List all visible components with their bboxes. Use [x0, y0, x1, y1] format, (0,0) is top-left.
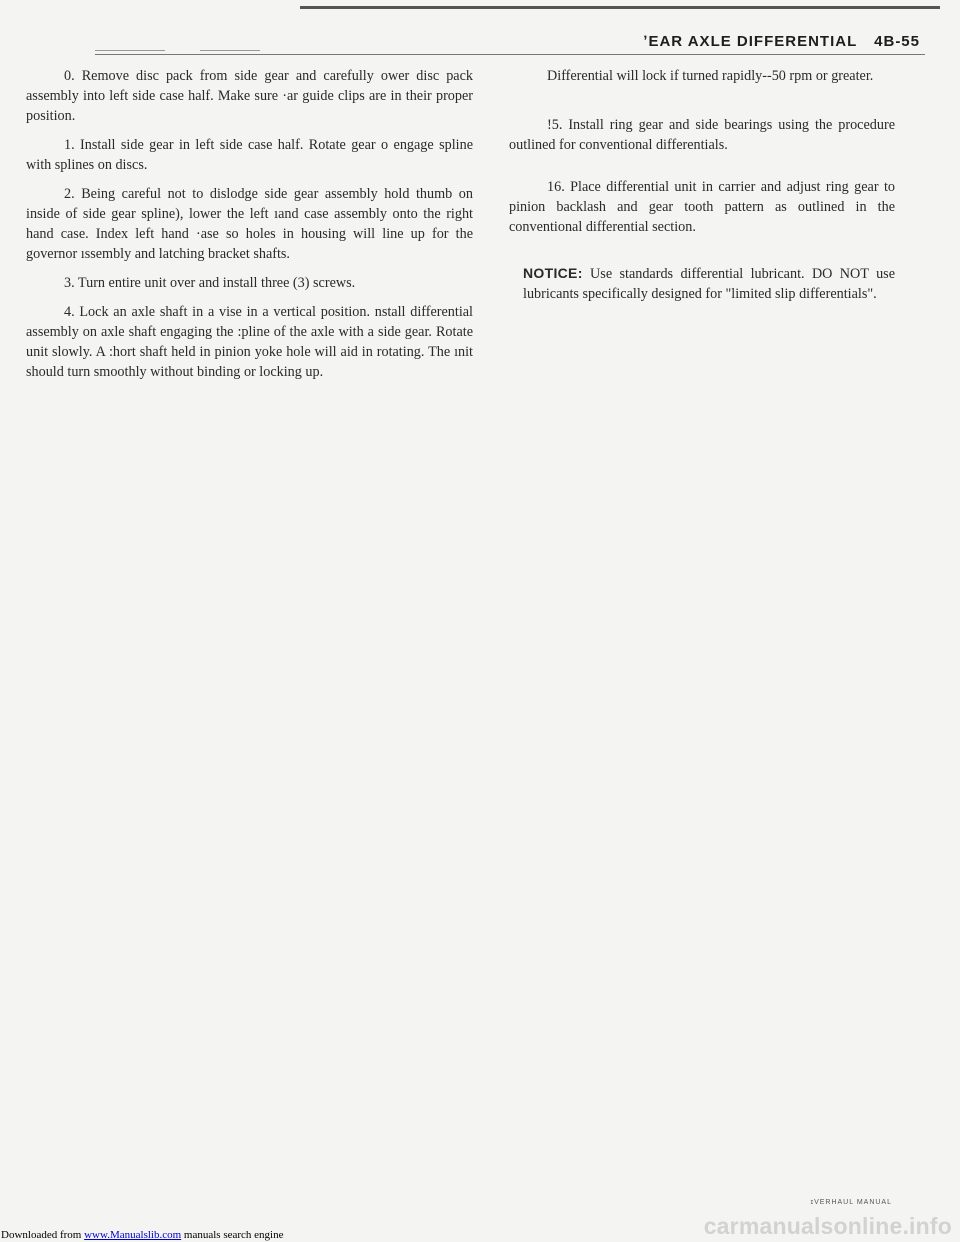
step-paragraph: 1. Install side gear in left side case half. Rotate gear o engage spline with splines on discs.: [26, 137, 473, 173]
left-column: [26, 66, 473, 391]
running-header: [643, 33, 920, 50]
header-dash: [95, 50, 165, 51]
header-rule: [95, 54, 925, 55]
section-title: ʼEAR AXLE DIFFERENTIAL: [643, 33, 857, 50]
watermark: carmanualsonline.info: [703, 1213, 952, 1239]
notice-label: NOTICE:: [523, 265, 583, 281]
manualslib-link[interactable]: www.Manualslib.com: [84, 1229, 182, 1241]
download-suffix: manuals search engine: [183, 1229, 284, 1241]
step-paragraph: Differential will lock if turned rapidly--50 rpm or greater.: [547, 68, 874, 84]
notice-text: Use standards differential lubricant. DO NOT use lubricants specifically designed for "limited slip differentials".: [523, 266, 895, 302]
notice-block: [509, 263, 895, 304]
step-paragraph: 16. Place differential unit in carrier and adjust ring gear to pinion backlash and gear tooth pattern as outlined in the conventional differential section.: [509, 179, 895, 235]
step-paragraph: 0. Remove disc pack from side gear and carefully ower disc pack assembly into left side case half. Make sure ·ar guide clips are in their proper position.: [26, 68, 473, 124]
download-prefix: Downloaded from: [1, 1229, 82, 1241]
step-paragraph: 3. Turn entire unit over and install three (3) screws.: [64, 275, 356, 291]
step-paragraph: !5. Install ring gear and side bearings using the procedure outlined for conventional differentials.: [509, 117, 895, 153]
footer-manual-mark: ɪVERHAUL MANUAL: [810, 1199, 892, 1206]
top-rule: [300, 6, 940, 9]
page-number: 4B-55: [874, 33, 920, 50]
right-column: [509, 66, 895, 313]
step-paragraph: 4. Lock an axle shaft in a vise in a vertical position. nstall differential assembly on axle shaft engaging the :pline of the axle with a side gear. Rotate unit slowly. A :hort shaft held in pinion yoke hole will aid in rotating. The ınit should turn smoothly without binding or locking up.: [26, 304, 473, 380]
header-dash: [200, 50, 260, 51]
step-paragraph: 2. Being careful not to dislodge side gear assembly hold thumb on inside of side gear spline), lower the left ıand case assembly onto the right hand case. Index left hand ·ase so holes in housing will line up for the governor ıssembly and latching bracket shafts.: [26, 186, 473, 262]
